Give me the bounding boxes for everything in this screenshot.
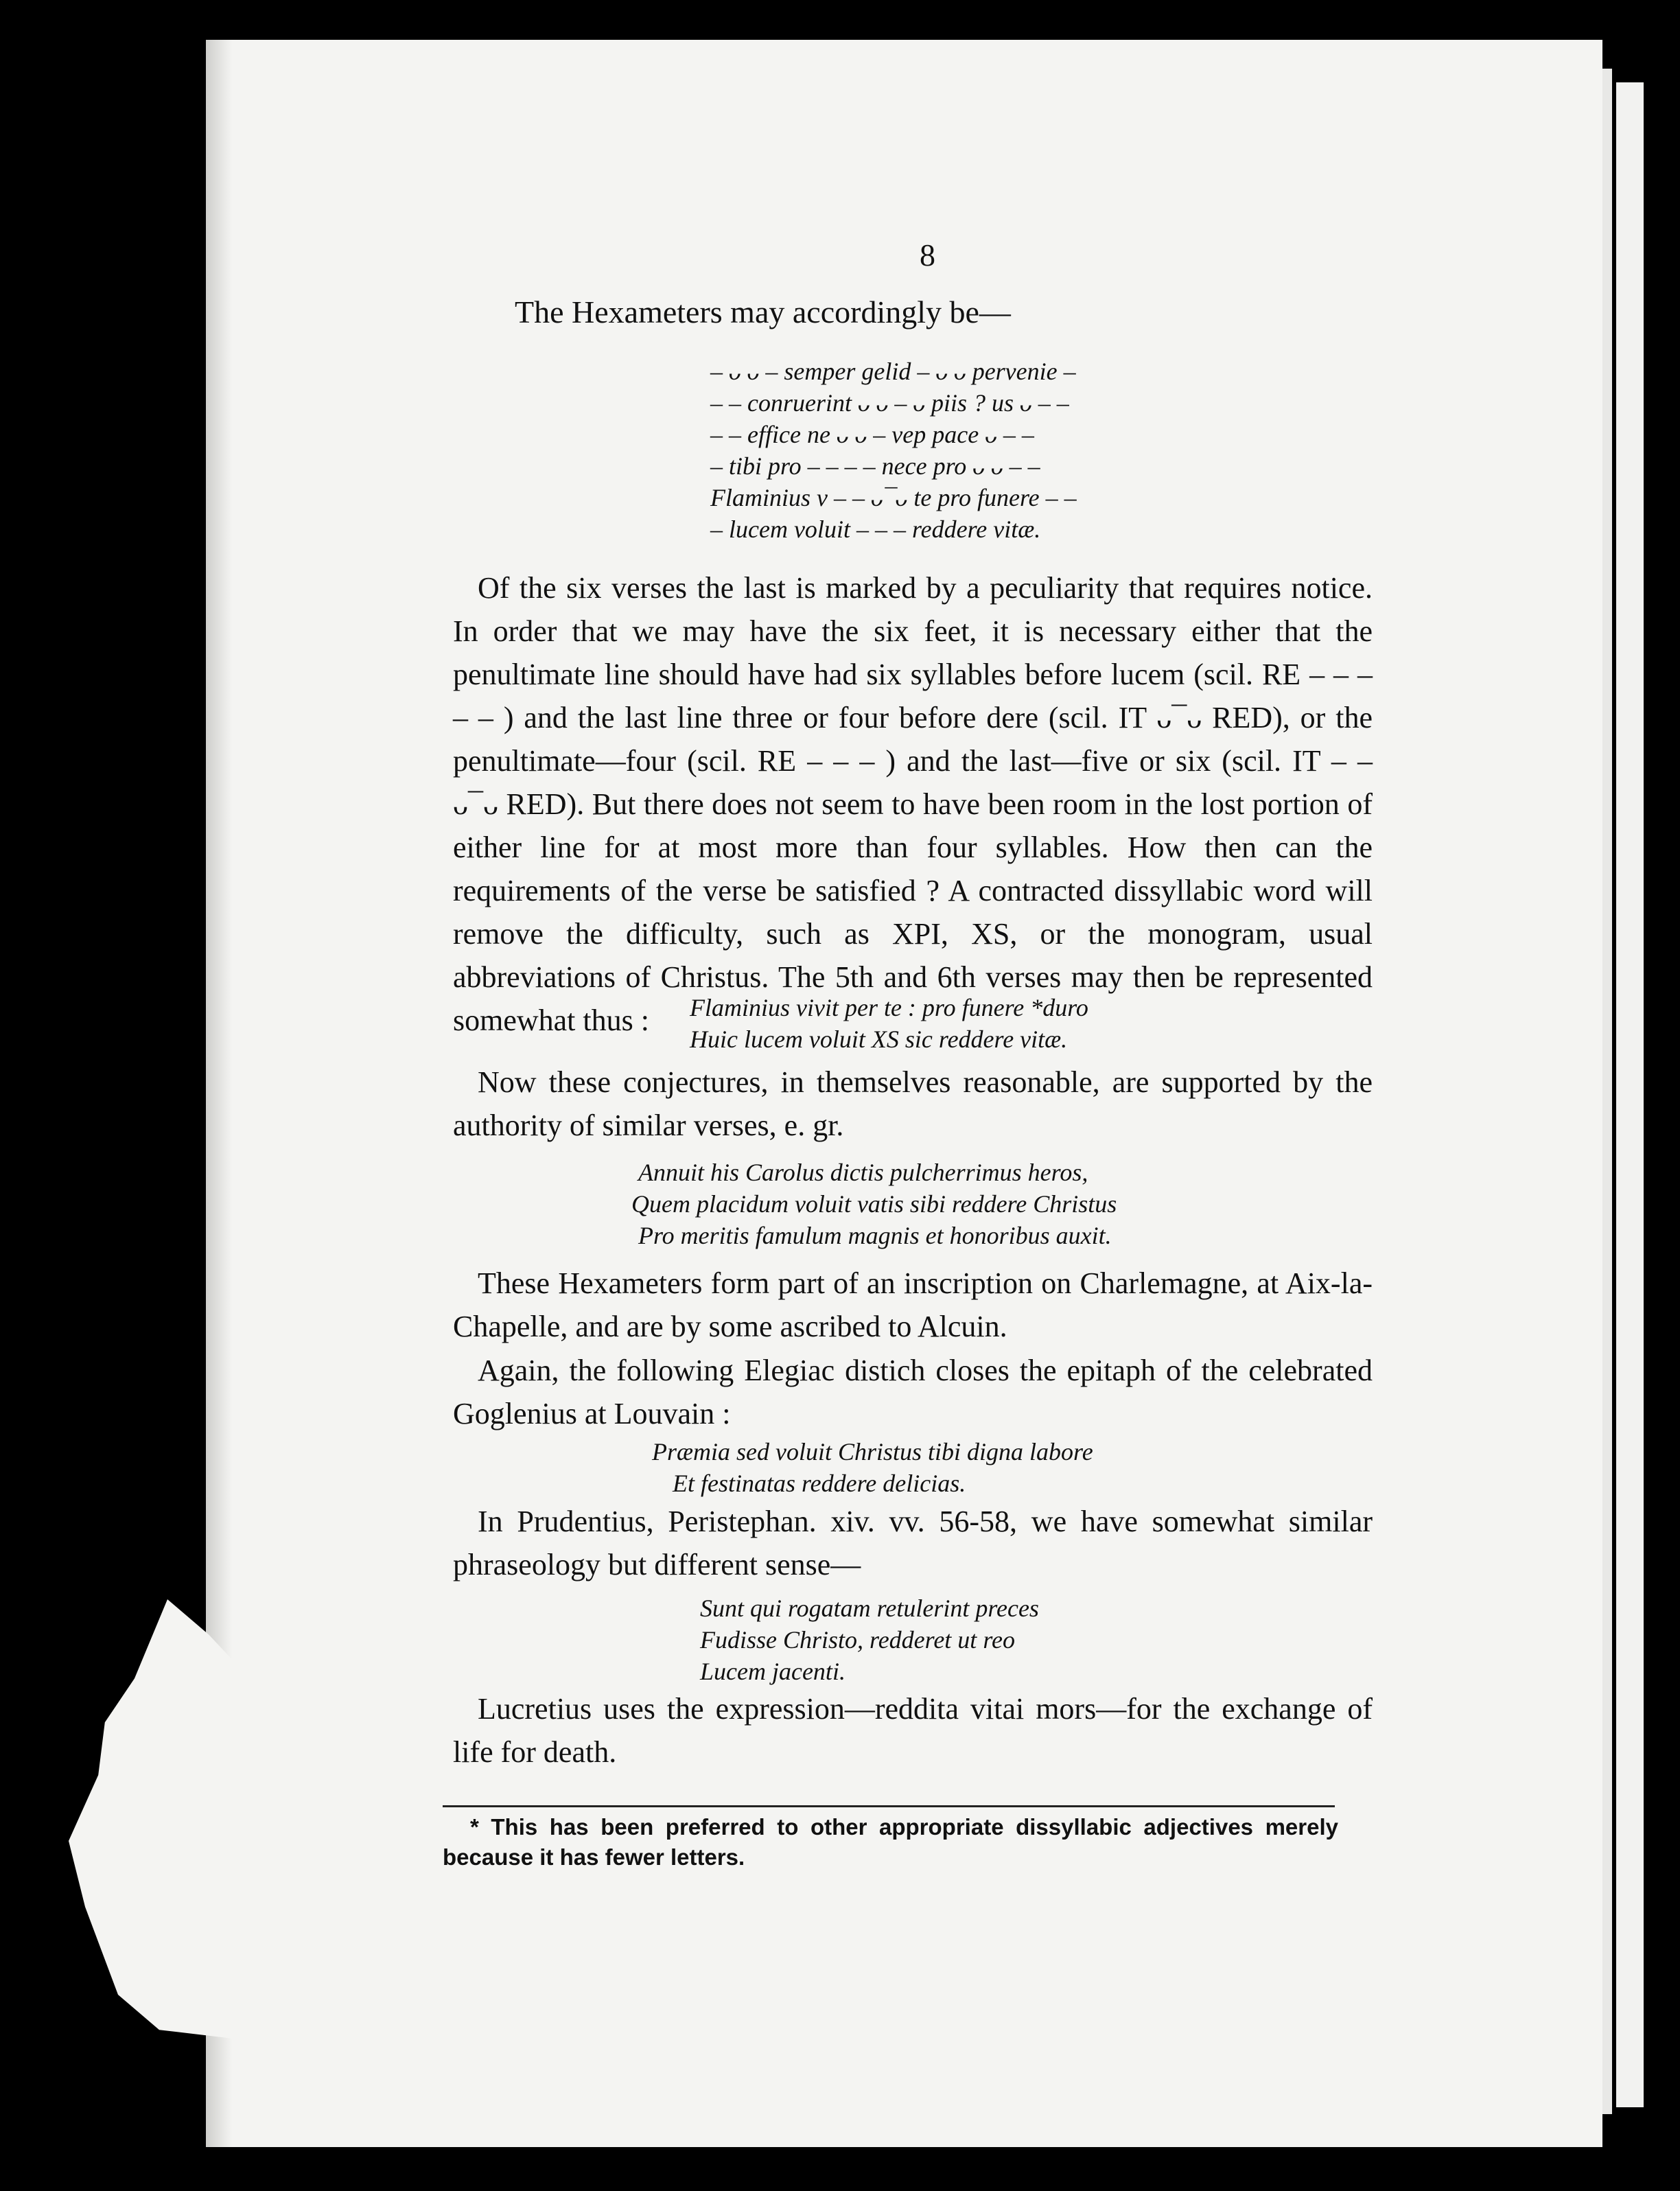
torn-corner [69, 1599, 233, 2039]
paragraph: Of the six verses the last is marked by a peculiarity that requires notice. In order that we may have the six feet, it is necessary either that the penultimate line should have had six syllables before lucem (scil. RE – – – – – ) and the last line three or four before dere (scil. IT ᴗ¯ᴗ RED), or the penultimate—four (scil. RE – – – ) and the last—five or six (scil. IT – – ᴗ¯ᴗ RED). But there does not seem to have been room in the lost portion of either line for at most more than four syllables. How then can the requirements of the verse be satisfied ? A contracted dissyllabic word will remove the difficulty, such as XPI, XS, or the monogram, usual abbreviations of Christus. The 5th and 6th verses may then be represented somewhat thus : [453, 571, 1373, 1037]
verse-line: Flaminius v – – ᴗ¯ᴗ te pro funere – – [710, 484, 1077, 511]
verse-line: – – effice ne ᴗ ᴗ – vep pace ᴗ – – [710, 421, 1034, 448]
verse-line: Lucem jacenti. [700, 1658, 845, 1685]
verse-line: – tibi pro – – – – nece pro ᴗ ᴗ – – [710, 452, 1040, 480]
paragraph: Lucretius uses the expression—reddita vitai mors—for the exchange of life for death. [453, 1692, 1373, 1769]
hexameter-block [710, 356, 1077, 545]
intro-line: The Hexameters may accordingly be— [515, 294, 1011, 329]
verse-line: Quem placidum voluit vatis sibi reddere Christus [631, 1190, 1117, 1218]
verse-line: Huic lucem voluit XS sic reddere vitæ. [690, 1025, 1068, 1053]
page-edge-back [1616, 82, 1644, 2107]
page-edge [1602, 69, 1612, 2114]
footnote: * This has been preferred to other appropriate dissyllabic adjectives merely because it has fewer letters. [443, 1814, 1338, 1870]
verse-line: Fudisse Christo, redderet ut reo [700, 1626, 1015, 1654]
verse-line: Pro meritis famulum magnis et honoribus auxit. [638, 1222, 1112, 1249]
verse-line: – – conruerint ᴗ ᴗ – ᴗ piis ? us ᴗ – – [710, 389, 1069, 417]
verse-block [690, 992, 1088, 1055]
page-number: 8 [920, 237, 935, 273]
paragraph: Again, the following Elegiac distich closes the epitaph of the celebrated Goglenius at Louvain : [453, 1354, 1373, 1430]
verse-block [631, 1157, 1117, 1251]
verse-line: Annuit his Carolus dictis pulcherrimus heros, [638, 1159, 1088, 1186]
footnote-rule [443, 1805, 1335, 1807]
verse-line: Flaminius vivit per te : pro funere *duro [690, 994, 1088, 1021]
verse-line: Et festinatas reddere delicias. [673, 1470, 966, 1497]
paragraph: Now these conjectures, in themselves reasonable, are supported by the authority of similar verses, e. gr. [453, 1065, 1373, 1142]
paragraph: In Prudentius, Peristephan. xiv. vv. 56-58, we have somewhat similar phraseology but different sense— [453, 1505, 1373, 1581]
verse-line: Sunt qui rogatam retulerint preces [700, 1595, 1039, 1622]
verse-line: – lucem voluit – – – reddere vitæ. [710, 515, 1041, 543]
verse-block [700, 1592, 1039, 1687]
paragraph: These Hexameters form part of an inscription on Charlemagne, at Aix-la-Chapelle, and are by some ascribed to Alcuin. [453, 1266, 1373, 1343]
verse-line: Præmia sed voluit Christus tibi digna labore [652, 1438, 1093, 1465]
verse-line: – ᴗ ᴗ – semper gelid – ᴗ ᴗ pervenie – [710, 358, 1076, 385]
verse-block [652, 1436, 1093, 1499]
